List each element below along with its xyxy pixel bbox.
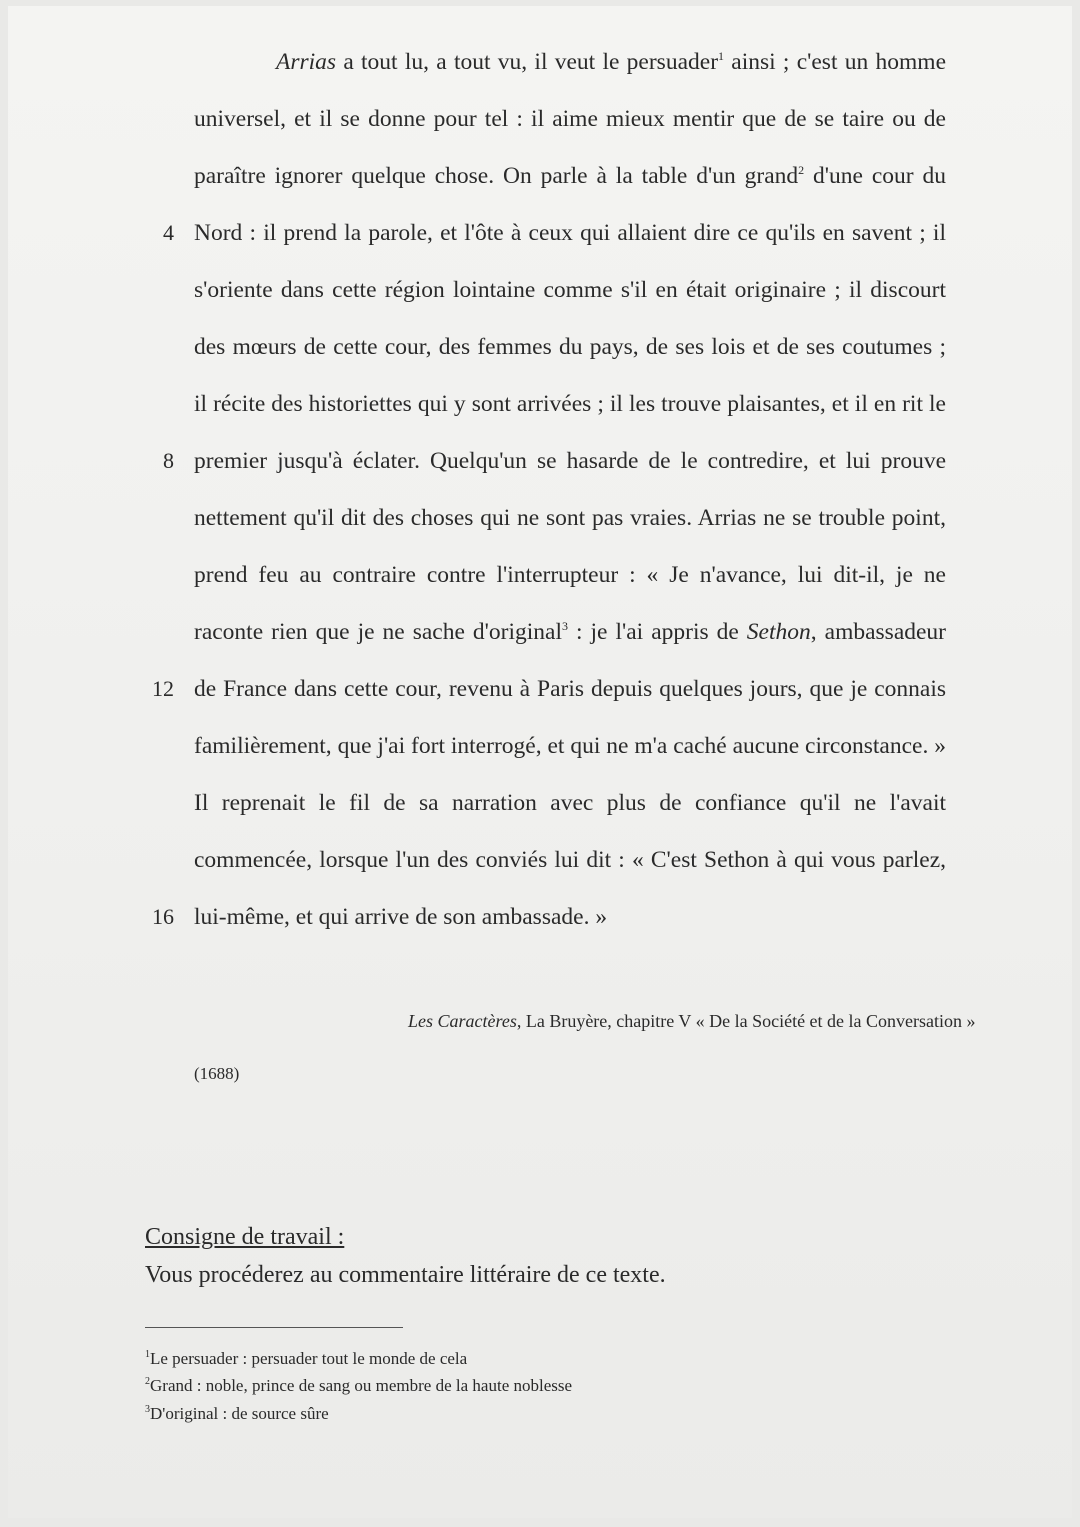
instructions-heading: Consigne de travail : — [145, 1224, 345, 1250]
line-number-16: 16 — [152, 904, 174, 929]
document-page — [8, 6, 1072, 1518]
character-name: Arrias — [276, 49, 337, 75]
text-line-13: familièrement, que j'ai fort interrogé, et qui ne m'a caché aucune circonstance. » — [194, 733, 946, 759]
footnote-2: $^2$Grand : noble, prince de sang ou membre de la haute noblesse — [145, 1376, 573, 1395]
footnote-divider — [145, 1327, 403, 1328]
line-number-8: 8 — [163, 448, 174, 473]
text-line-7: il récite des historiettes qui y sont arrivées ; il les trouve plaisantes, et il en rit le — [194, 391, 946, 417]
footnote-ref-2: 2 — [798, 163, 805, 177]
text-line-6: des mœurs de cette cour, des femmes du pays, de ses lois et de ses coutumes ; — [194, 334, 946, 360]
footnote-3: $^3$D'original : de source sûre — [145, 1404, 329, 1423]
character-name: Sethon — [746, 619, 811, 645]
footnote-ref-3: 3 — [562, 619, 568, 633]
footnote-ref-1: 1 — [718, 49, 725, 63]
text-line-4: Nord : il prend la parole, et l'ôte à ceux qui allaient dire ce qu'ils en savent ; il — [194, 220, 946, 246]
text-line-8: premier jusqu'à éclater. Quelqu'un se hasarde de le contredire, et lui prouve — [194, 448, 946, 474]
text-line-10: prend feu au contraire contre l'interrupteur : « Je n'avance, lui dit-il, je ne — [194, 562, 946, 588]
text-line-12: de France dans cette cour, revenu à Paris depuis quelques jours, que je connais — [194, 676, 946, 702]
text-line-5: s'oriente dans cette région lointaine comme s'il en était originaire ; il discourt — [194, 277, 946, 303]
text-line-3: paraître ignorer quelque chose. On parle à la table d'un grand$^2$ d'une cour du — [194, 163, 946, 189]
publication-date: (1688) — [194, 1064, 240, 1083]
source-citation: Les Caractères, La Bruyère, chapitre V « De la Société et de la Conversation » — [408, 1011, 976, 1031]
text-line-1: Arrias a tout lu, a tout vu, il veut le persuader$^1$ ainsi ; c'est un homme — [276, 49, 946, 75]
text-line-2: universel, et il se donne pour tel : il aime mieux mentir que de se taire ou de — [194, 106, 946, 132]
text-line-15: commencée, lorsque l'un des conviés lui dit : « C'est Sethon à qui vous parlez, — [194, 847, 946, 873]
text-line-11: raconte rien que je ne sache d'original$^3$ : je l'ai appris de Sethon, ambassadeur — [194, 619, 947, 645]
line-number-4: 4 — [163, 220, 174, 245]
text-line-16: lui-même, et qui arrive de son ambassade. » — [194, 904, 608, 930]
text-line-14: Il reprenait le fil de sa narration avec plus de confiance qu'il ne l'avait — [194, 790, 946, 816]
line-number-12: 12 — [152, 676, 174, 701]
text-line-9: nettement qu'il dit des choses qui ne sont pas vraies. Arrias ne se trouble point, — [194, 505, 946, 531]
instructions-text: Vous procéderez au commentaire littéraire de ce texte. — [145, 1262, 666, 1288]
work-title: Les Caractères — [408, 1011, 517, 1031]
footnote-1: $^1$Le persuader : persuader tout le monde de cela — [145, 1349, 468, 1368]
